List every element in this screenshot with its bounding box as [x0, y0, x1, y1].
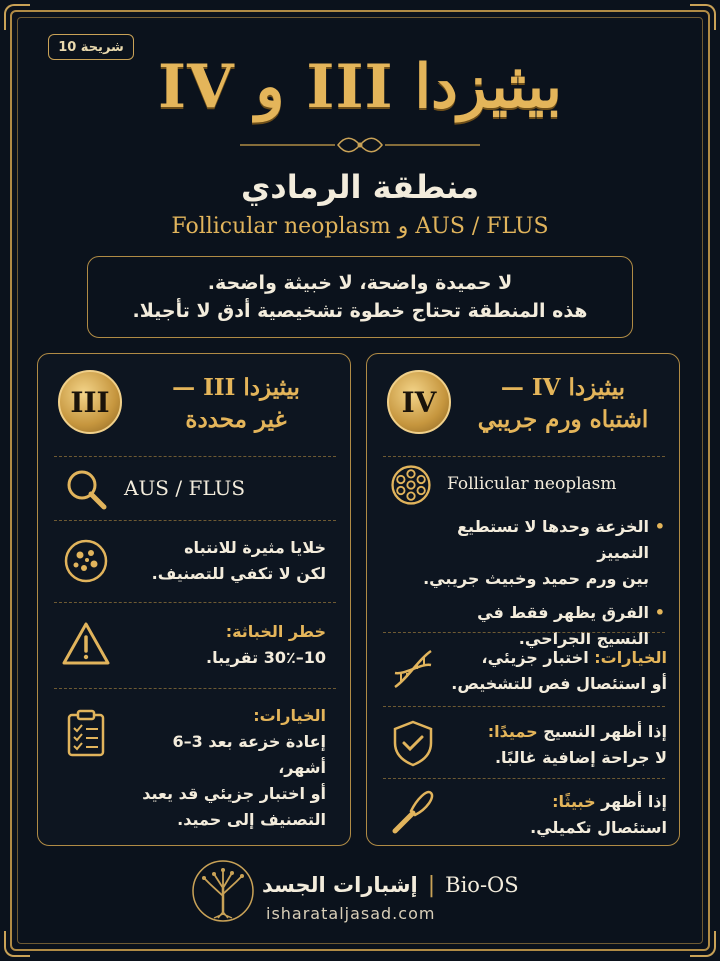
bullet-item — [407, 514, 665, 592]
section-subtitle: منطقة الرمادي — [240, 168, 480, 206]
aus-flus-label: AUS / FLUS — [124, 476, 246, 500]
panel-header — [38, 354, 350, 456]
malignant-text — [447, 789, 667, 841]
text-line — [447, 789, 667, 815]
brand-line — [262, 870, 592, 900]
row-follicular-neoplasm — [383, 456, 665, 512]
risk-label: خطر الخباثة: — [225, 622, 326, 641]
magnifier-icon — [60, 463, 112, 515]
text-line: لا جراحة إضافية غالبًا. — [494, 748, 667, 767]
options-text — [120, 703, 326, 833]
panel-title-line: غير محددة — [185, 406, 287, 433]
cells-icon — [60, 535, 112, 587]
options-value: اختبار جزيئي، — [481, 648, 589, 667]
panel-bethesda-iv — [366, 353, 680, 846]
panel-title-line: بيثيزدا IV — — [500, 374, 626, 401]
row-malignant-result — [383, 778, 665, 844]
brand-arabic: إشبارات الجسد — [262, 873, 418, 897]
corner-ornament — [4, 931, 30, 957]
clipboard-icon — [60, 707, 112, 759]
text-line: • الخزعة وحدها لا تستطيع التمييز — [457, 517, 649, 562]
notice-line: لا حميدة واضحة، لا خبيثة واضحة. — [207, 272, 513, 294]
numeral-medallion: IV — [387, 370, 451, 434]
follicular-neoplasm-label: Follicular neoplasm — [447, 474, 617, 494]
panel-title — [138, 372, 334, 436]
text-line: أو اختبار جزيئي قد يعيد — [142, 784, 326, 803]
cells-text — [120, 535, 326, 587]
panel-title-line: اشتباه ورم جريبي — [477, 406, 649, 433]
footer — [0, 858, 720, 928]
options-label: الخيارات: — [253, 706, 326, 725]
text-line: خلايا مثيرة للانتباه — [184, 538, 326, 557]
options-text — [447, 645, 667, 697]
text-part: إذا أظهر — [601, 792, 667, 811]
text-part: إذا أظهر النسيج — [543, 722, 667, 741]
text-line: لكن لا تكفي للتصنيف. — [151, 564, 326, 583]
text-line: • الفرق يظهر فقط في — [477, 603, 649, 622]
row-aus-flus — [54, 456, 336, 520]
text-line: بين ورم حميد وخبيث جريبي. — [423, 569, 649, 588]
category-subtitle: AUS / FLUS و Follicular neoplasm — [171, 214, 549, 239]
brand-separator: | — [427, 872, 436, 898]
slide-number-badge: شريحة 10 — [48, 34, 134, 60]
risk-text — [120, 619, 326, 671]
page-title: بيثيزدا III و IV — [158, 52, 562, 122]
follicle-icon — [387, 461, 435, 509]
text-line — [447, 645, 667, 671]
text-line: التصنيف إلى حميد. — [177, 810, 326, 829]
text-line: استئصال تكميلي. — [530, 818, 667, 837]
website-link[interactable]: isharataljasad.com — [266, 904, 436, 923]
shield-check-icon — [387, 717, 439, 769]
emphasis-benign: حميدًا: — [487, 722, 538, 741]
emphasis-malignant: خبيثًا: — [552, 792, 596, 811]
options-label: الخيارات: — [594, 648, 667, 667]
row-options — [383, 632, 665, 706]
warning-icon — [60, 619, 112, 671]
risk-value: 10–30٪ تقريبا. — [206, 648, 326, 667]
notice-box — [87, 256, 633, 338]
brand-english: Bio-OS — [445, 873, 519, 897]
text-line — [447, 719, 667, 745]
panel-bethesda-iii — [37, 353, 351, 846]
row-options — [54, 688, 336, 828]
text-line: النسيج الجراحي. — [518, 629, 649, 648]
row-malignancy-risk — [54, 602, 336, 688]
row-benign-result — [383, 706, 665, 778]
row-cells — [54, 520, 336, 602]
benign-text — [447, 719, 667, 771]
dna-icon — [387, 643, 439, 695]
corner-ornament — [4, 4, 30, 30]
panel-header — [367, 354, 679, 456]
divider-ornament-icon — [240, 134, 480, 156]
text-line: أو استئصال فص للتشخيص. — [451, 674, 667, 693]
tree-logo-icon — [190, 858, 256, 924]
corner-ornament — [690, 4, 716, 30]
notice-line: هذه المنطقة تحتاج خطوة تشخيصية أدق لا تأجيلا. — [132, 300, 588, 322]
panel-title-line: بيثيزدا III — — [172, 374, 300, 401]
scalpel-icon — [387, 787, 439, 839]
corner-ornament — [690, 931, 716, 957]
panel-title — [461, 372, 665, 436]
text-line: إعادة خزعة بعد 3–6 أشهر، — [172, 732, 326, 777]
numeral-medallion: III — [58, 370, 122, 434]
